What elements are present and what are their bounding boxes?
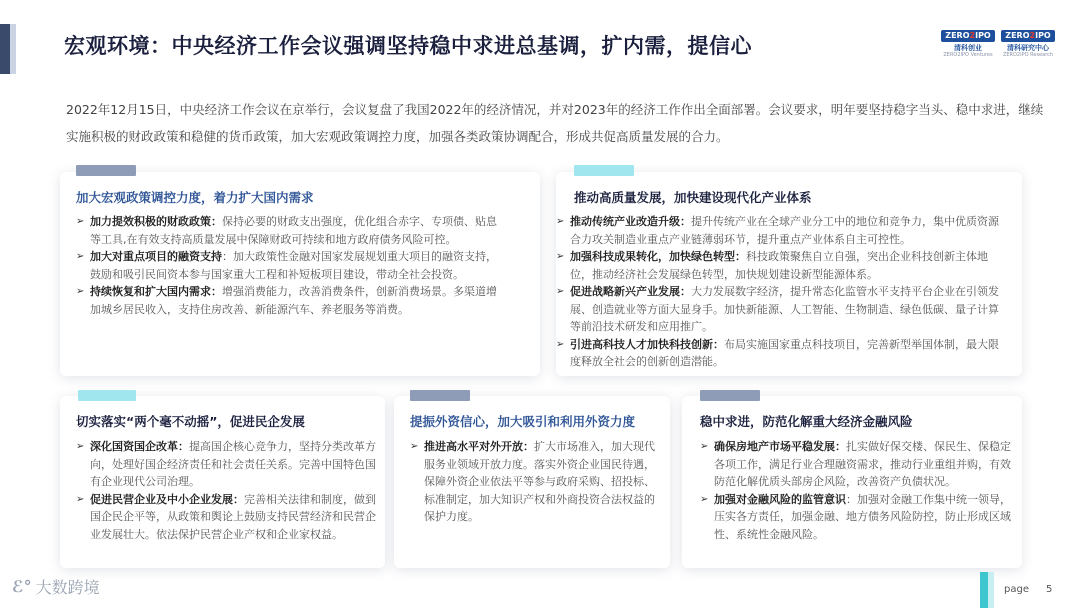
- card-tab: [410, 390, 470, 401]
- watermark: [12, 575, 100, 598]
- card-title: 切实落实“两个毫不动摇”，促进民企发展: [76, 414, 305, 429]
- bullet-arrow-icon: ➢: [76, 441, 85, 452]
- watermark-text: 大数跨境: [35, 578, 100, 597]
- card-title: 稳中求进，防范化解重大经济金融风险: [700, 414, 913, 429]
- card-tab: [574, 165, 634, 176]
- card-tab: [76, 165, 136, 176]
- list-item: ➢ 加大对重点项目的融资支持：加大政策性金融对国家发展规划重大项目的融资支持，鼓励和吸引民间资本参与国家重大工程和补短板项目建设，带动全社会投资。: [76, 250, 497, 281]
- bullet-arrow-icon: ➢: [410, 441, 419, 452]
- logo-mark: ZERO2IPO: [941, 30, 994, 42]
- logo-name: 清科创业: [954, 44, 982, 52]
- bullet-arrow-icon: ➢: [76, 286, 85, 297]
- bullet-arrow-icon: ➢: [76, 493, 85, 505]
- list-item: ➢ 加强科技成果转化，加快绿色转型：科技政策聚焦自立自强，突出企业科技创新主体地位，推动经济社会发展绿色转型，加快规划建设新型能源体系。: [556, 250, 988, 281]
- list-item: ➢ 确保房地产市场平稳发展：扎实做好保交楼、保民生、保稳定各项工作，满足行业合理融资需求，推动行业重组并购，有效防范化解优质头部房企风险，改善资产负债状况。: [700, 440, 1011, 488]
- list-item: ➢ 加力提效积极的财政政策：保持必要的财政支出强度，优化组合赤字、专项债、贴息等工具,在有效支持高质量发展中保障财政可持续和地方政府债务风险可控。: [76, 215, 497, 246]
- logo-mark: ZERO2IPO: [1001, 30, 1054, 42]
- intro-paragraph: 2022年12月15日，中央经济工作会议在京举行，会议复盘了我国2022年的经济情况，并对2023年的经济工作作出全面部署。会议要求，明年要坚持稳字当头、稳中求进，继续实施积极的财政政策和稳健的货币政策，加大宏观政策调控力度，加强各类政策协调配合，形成共促高质量发展的合力。: [66, 102, 1044, 144]
- card-title: 提振外资信心，加大吸引和利用外资力度: [410, 414, 636, 429]
- card-title: 加大宏观政策调控力度，着力扩大国内需求: [76, 190, 314, 205]
- bullet-arrow-icon: ➢: [76, 251, 85, 262]
- card-list: [700, 438, 1018, 543]
- logo-sub: ZERO2IPO Ventures: [943, 52, 993, 58]
- bullet-arrow-icon: ➢: [76, 216, 85, 227]
- page-accent-bar: [980, 572, 988, 608]
- card-list: [76, 213, 506, 318]
- page-label: page: [1004, 584, 1029, 595]
- watermark-logo-icon: ℰ°: [12, 577, 32, 596]
- title-accent-bar: [0, 24, 10, 74]
- zero2ipo-research-logo: [1002, 30, 1054, 62]
- bullet-arrow-icon: ➢: [556, 251, 565, 262]
- zero2ipo-ventures-logo: [942, 30, 994, 62]
- page-number: 5: [1046, 584, 1053, 595]
- logo-name: 清科研究中心: [1007, 44, 1049, 52]
- list-item: ➢ 推进高水平对外开放：扩大市场准入，加大现代服务业领域开放力度。落实外资企业国民待遇，保障外资企业依法平等参与政府采购、招投标、标准制定，加大知识产权和外商投资合法权益的保护力度。: [410, 440, 655, 523]
- card-list: [556, 213, 1008, 371]
- list-item: ➢ 持续恢复和扩大国内需求：增强消费能力，改善消费条件，创新消费场景。多渠道增加城乡居民收入，支持住房改善、新能源汽车、养老服务等消费。: [76, 285, 497, 316]
- title-accent-bar-light: [10, 24, 16, 74]
- bullet-arrow-icon: ➢: [700, 441, 709, 452]
- list-item: ➢ 深化国资国企改革：提高国企核心竞争力，坚持分类改革方向，处理好国企经济责任和社会责任关系。完善中国特色国有企业现代公司治理。: [76, 440, 376, 488]
- logo-group: [942, 30, 1054, 62]
- list-item: ➢ 推动传统产业改造升级：提升传统产业在全球产业分工中的地位和竞争力，集中优质资源合力攻关制造业重点产业链薄弱环节，提升重点产业体系自主可控性。: [556, 215, 999, 246]
- page-accent-bar-light: [988, 572, 994, 608]
- logo-sub: ZERO2IPO Research: [1002, 52, 1054, 58]
- bullet-arrow-icon: ➢: [556, 286, 565, 297]
- card-list: [410, 438, 660, 526]
- bullet-arrow-icon: ➢: [556, 338, 565, 350]
- card-tab: [700, 390, 760, 401]
- list-item: ➢ 促进战略新兴产业发展：大力发展数字经济，提升常态化监管水平支持平台企业在引领发展、创造就业等方面大显身手。加快新能源、人工智能、生物制造、绿色低碳、量子计算等前沿技术研发和应用推广。: [556, 285, 999, 333]
- list-item: ➢ 加强对金融风险的监管意识：加强对金融工作集中统一领导，压实各方责任，加强金融、地方债务风险防控，防止形成区域性、系统性金融风险。: [700, 492, 1011, 541]
- page-indicator: [980, 572, 1080, 608]
- card-title: 推动高质量发展，加快建设现代化产业体系: [574, 190, 812, 205]
- card-tab: [78, 390, 136, 401]
- list-item: ➢ 促进民营企业及中小企业发展：完善相关法律和制度，做到国企民企平等，从政策和舆论上鼓励支持民营经济和民营企业发展壮大。依法保护民营企业产权和企业家权益。: [76, 492, 376, 541]
- page-title: 宏观环境：中央经济工作会议强调坚持稳中求进总基调，扩内需，提信心: [64, 34, 752, 58]
- bullet-arrow-icon: ➢: [556, 216, 565, 227]
- bullet-arrow-icon: ➢: [700, 493, 709, 505]
- list-item: ➢ 引进高科技人才加快科技创新：布局实施国家重点科技项目，完善新型举国体制，最大限度释放全社会的创新创造潜能。: [556, 337, 999, 368]
- card-list: [76, 438, 378, 543]
